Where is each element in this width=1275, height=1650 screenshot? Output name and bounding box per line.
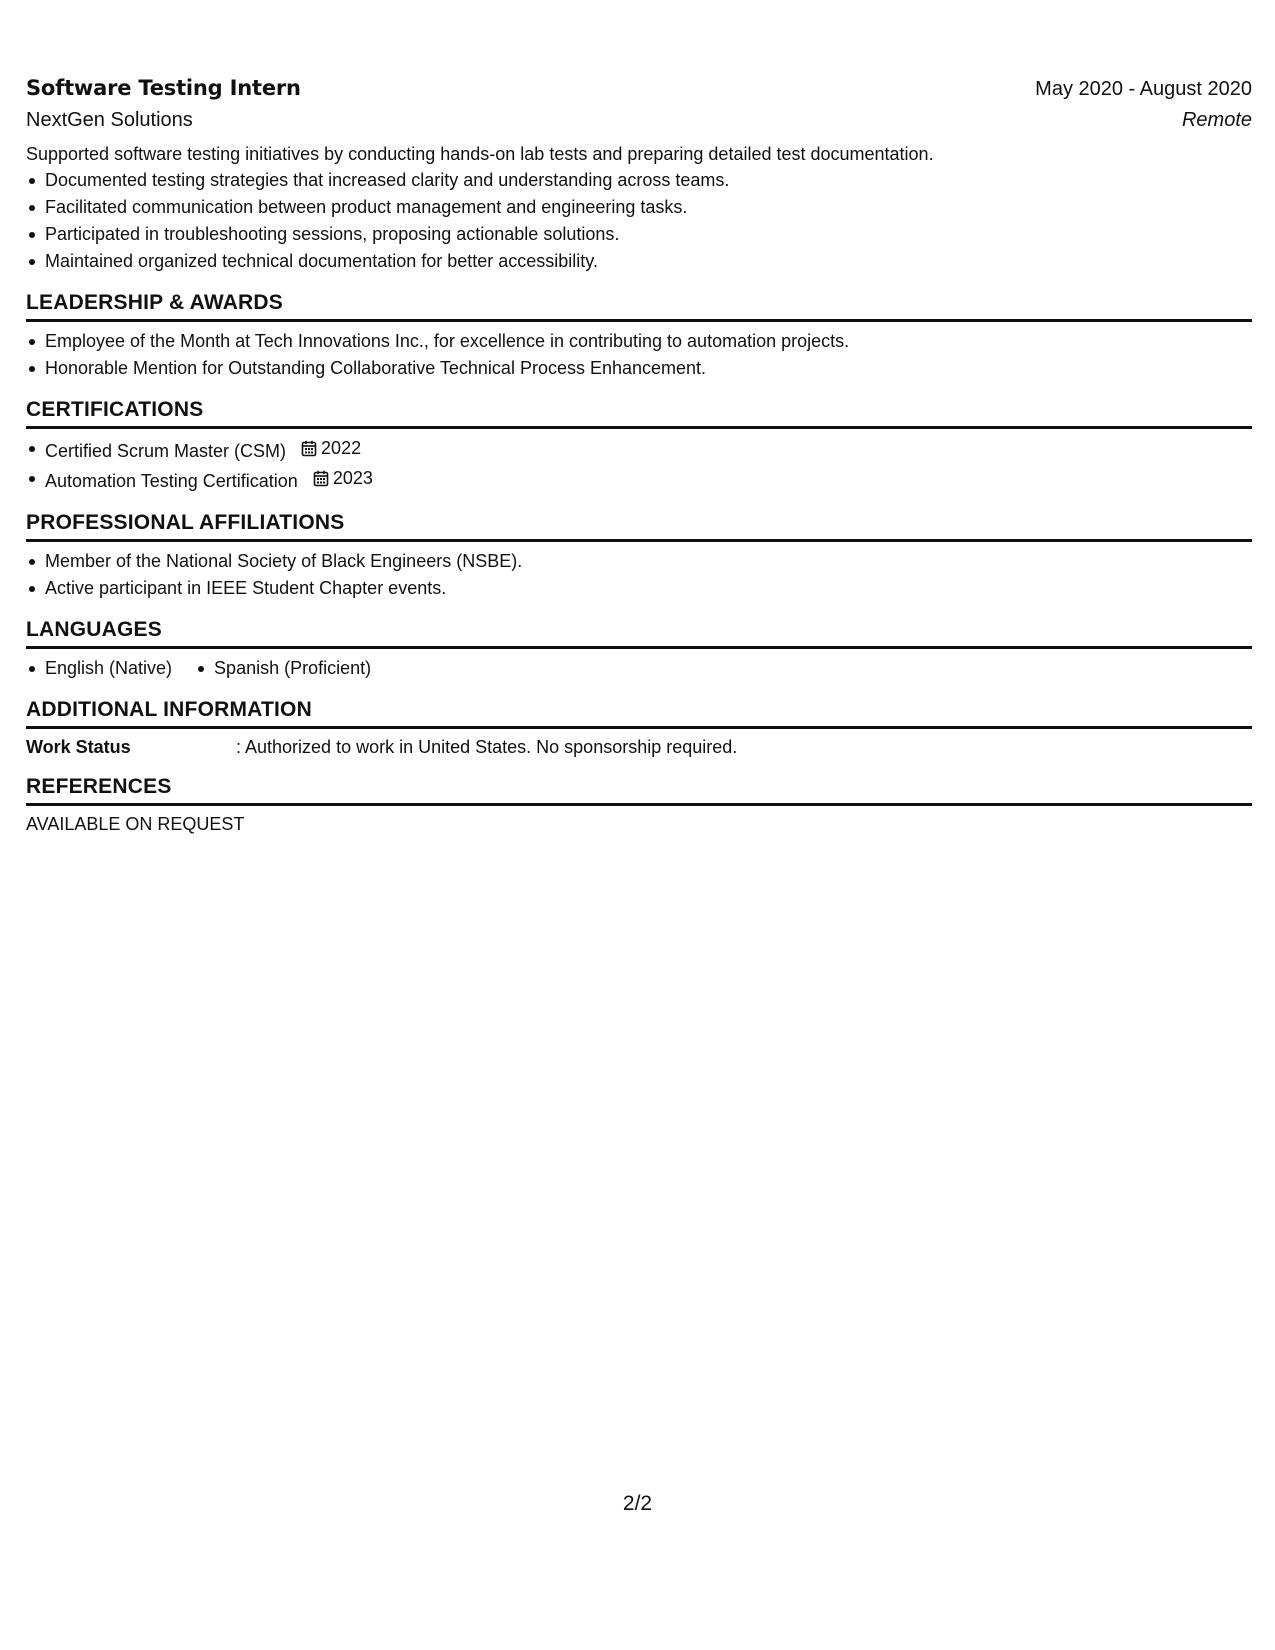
calendar-icon <box>313 470 329 487</box>
leadership-section <box>26 291 1252 382</box>
references-section <box>26 775 1252 836</box>
certification-item <box>45 465 1252 495</box>
list-item: Documented testing strategies that increased clarity and understanding across teams. <box>45 167 1252 194</box>
experience-entry <box>26 76 1252 275</box>
references-text: AVAILABLE ON REQUEST <box>26 814 245 834</box>
certification-name: Automation Testing Certification <box>45 471 298 491</box>
certifications-list <box>26 435 1252 495</box>
section-title: REFERENCES <box>26 775 1252 806</box>
certification-year: 2022 <box>321 438 362 458</box>
list-item: Participated in troubleshooting sessions, proposing actionable solutions. <box>45 221 1252 248</box>
certification-date <box>313 465 373 492</box>
job-title: Software Testing Intern <box>26 76 301 100</box>
list-item: Facilitated communication between product management and engineering tasks. <box>45 194 1252 221</box>
language-item: Spanish (Proficient) <box>214 655 371 682</box>
page-number: 2/2 <box>622 1492 653 1515</box>
section-title: CERTIFICATIONS <box>26 398 1252 429</box>
list-item: Maintained organized technical documentation for better accessibility. <box>45 248 1252 275</box>
languages-section <box>26 618 1252 682</box>
languages-list <box>26 655 1252 682</box>
section-title: LANGUAGES <box>26 618 1252 649</box>
language-item: English (Native) <box>45 655 172 682</box>
affiliations-section <box>26 511 1252 602</box>
job-summary: Supported software testing initiatives by conducting hands-on lab tests and preparing detailed test documentation. <box>26 144 934 164</box>
job-subheader <box>26 109 1252 132</box>
additional-info-section <box>26 698 1252 759</box>
job-header <box>26 76 1252 101</box>
certification-item <box>45 435 1252 465</box>
leadership-list <box>26 328 1252 382</box>
job-dates: May 2020 - August 2020 <box>1035 78 1252 100</box>
resume-page <box>26 76 1252 836</box>
work-status-value: : Authorized to work in United States. No sponsorship required. <box>236 737 738 757</box>
work-status-row <box>26 735 1252 759</box>
job-location: Remote <box>1181 109 1252 131</box>
certifications-section <box>26 398 1252 495</box>
list-item: Employee of the Month at Tech Innovations Inc., for excellence in contributing to automation projects. <box>45 328 1252 355</box>
list-item: Active participant in IEEE Student Chapter events. <box>45 575 1252 602</box>
certification-name: Certified Scrum Master (CSM) <box>45 441 287 461</box>
certification-year: 2023 <box>332 468 373 488</box>
section-title: LEADERSHIP & AWARDS <box>26 291 1252 322</box>
section-title: PROFESSIONAL AFFILIATIONS <box>26 511 1252 542</box>
job-bullet-list <box>26 167 1252 275</box>
calendar-icon <box>301 440 317 457</box>
work-status-label: Work Status <box>26 737 131 757</box>
affiliations-list <box>26 548 1252 602</box>
company-name: NextGen Solutions <box>26 109 193 131</box>
certification-date <box>301 435 361 462</box>
list-item: Honorable Mention for Outstanding Collaborative Technical Process Enhancement. <box>45 355 1252 382</box>
list-item: Member of the National Society of Black Engineers (NSBE). <box>45 548 1252 575</box>
section-title: ADDITIONAL INFORMATION <box>26 698 1252 729</box>
